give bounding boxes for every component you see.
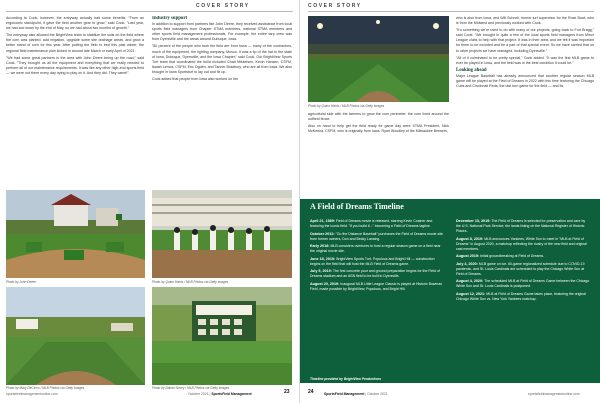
page-number-value: 24 — [308, 389, 314, 395]
timeline-date: July 5, 2019: — [310, 269, 332, 273]
header-rule — [6, 11, 293, 12]
timeline-entry — [310, 257, 444, 267]
footer-magazine: SportsField Management — [211, 392, 252, 396]
section-header: COVER STORY — [308, 3, 362, 9]
timeline-column-left — [310, 219, 444, 294]
timeline-text: MLB at Field of Dreams Game takes place, featuring the original Chicago White Sox vs. New York Yankees matchup. — [456, 291, 586, 301]
timeline-entry — [456, 254, 590, 259]
section-heading: Looking ahead — [456, 67, 487, 73]
corn-field-photo — [6, 287, 145, 385]
paragraph: Major League Baseball has already announced that another regular season MLB game will be played at the Field of Dreams in 2022 with this time featuring the Chicago Cubs and Cincinnati Reds; the last turn game for the field — and its — [456, 73, 594, 89]
timeline-entry — [310, 219, 444, 229]
timeline-text: MLB announces Yankees, White Sox to meet in "MLB at Field of Dreams" in August 2020, a matchup reflecting the rivalry of the new field and original cast members. — [456, 236, 587, 251]
timeline-entry — [456, 262, 590, 277]
paragraph: Cook added that people from Iowa also worked on the — [152, 77, 239, 82]
timeline-date: August 8, 2019: — [456, 236, 484, 241]
timeline-text: Field of Dreams movie is released, starring Kevin Costner and featuring the iconic field. "If you build it..." becoming a Field of Dreams tagline. — [310, 219, 433, 228]
page-number — [284, 389, 290, 395]
header-rule — [308, 11, 594, 12]
timeline-date: August 12, 2021: — [456, 291, 486, 296]
timeline-entry — [310, 282, 444, 292]
timeline-text: "Go the Distance Baseball" purchases the Field of Dreams movie site from former owners, Don and Becky Lansing. — [310, 231, 443, 241]
paragraph: agricultural side with the farmers to grow the corn perimeter, the corn lined around the outfield fence. — [308, 112, 449, 122]
timeline-entry — [310, 244, 444, 254]
timeline-text: The scheduled MLB at Field of Dreams Game between the Chicago White Sox and St. Louis Cardinals is postponed. — [456, 279, 590, 288]
section-heading: Industry support — [152, 16, 188, 21]
timeline-text: Initial groundbreaking at Field of Dreams. — [480, 254, 545, 258]
timeline-title: A Field of Dreams Timeline — [310, 202, 404, 211]
timeline-date: October 2012: — [310, 231, 335, 236]
timeline-column-right — [456, 219, 590, 304]
timeline-entry — [456, 237, 590, 252]
timeline-entry — [310, 269, 444, 279]
timeline-entry — [456, 292, 590, 302]
timeline-date: August 4, 2020: — [456, 279, 484, 283]
footer-issue-date: | October 2021 — [365, 392, 388, 396]
timeline-date: August 2019: — [456, 254, 480, 258]
paragraph: "We had some great partners in the area with John Deere being up the road," said Cook. "They brought us all the equipment and everything that we really needed to perform all of our maintenance requirements. It was like any other high-end sports field — we were out there every day trying to play on it. And they did. They came!" — [6, 55, 144, 75]
page-number-value: 23 — [284, 389, 290, 395]
paragraph: Also on hand to help get the field ready for game day were STMA President, Nick McKenna, CSFM, who is originally from Iowa, Ryan Woodley of the Milwaukee Brewers, — [308, 124, 449, 134]
photo-caption: Photo by Quinn Harris / MLB Photos via Getty Images — [152, 280, 229, 284]
paragraph: According to Cook, however, the entryway actually had some benefits. "From an ergonomic standpoint, it gave the field another gear to grow," said Cook. "Last year, we had sod down by the end of May, so we had about two months of growth." — [6, 16, 144, 31]
footer-magazine: SportsField Management — [324, 392, 365, 396]
photo-caption: Photo by Mary DeCicco / MLB Photos via Getty Images — [6, 386, 85, 390]
timeline-entry — [456, 219, 590, 234]
paragraph: "80 percent of the people who took the field are from Iowa — many of the contractors, much of the equipment, the lighting company, Musco. It was a tip of the hat to the state of Iowa, Dubuque, Dyersville, and the Iowa Chapter," said Cook. Our BrightView Sports Turf team that coordinated the build included Chad Mikkelsen, Kevin Hansen, CSFM, Ikaiah Lemos, CSFM, Eric Ogden, and Tanner Bradbury, who are all from Iowa. We also brought in Iowa Sportsturf to lay out and fix up. — [152, 44, 292, 74]
timeline-text: MLB considers overtures to host a regular season game on a field near the original movie site. — [310, 244, 441, 253]
page-number — [308, 389, 314, 395]
farm-photo — [6, 190, 145, 278]
paragraph: "All of it culminated to be pretty special," Cook added. "It was the first MLB game to ever be played in Iowa, and the field was in the best condition it could be." — [456, 55, 594, 65]
paragraph: In addition to support from partners like John Deere, they received assistance from local sports field managers from Chapter STMA members, national STMA members and other sports field management professionals. For example, the entire tarp crew was from Dyersville and the areas around Dubuque, Iowa. — [152, 22, 292, 42]
timeline-date: July 4, 2020: — [456, 261, 478, 266]
timeline-date: Early 2018: — [310, 244, 330, 248]
timeline-date: August 20, 2019: — [310, 281, 340, 286]
timeline-credit: Timeline provided by BrightView Productions — [310, 377, 382, 381]
body-column-2 — [152, 16, 292, 168]
footer-issue — [324, 392, 388, 396]
photo-caption: Photo by Daniel Shirey / MLB Photos via Getty Images — [152, 386, 230, 390]
timeline-date: December 13, 2019: — [456, 219, 491, 223]
timeline-box — [300, 199, 600, 383]
paragraph: who is also from Iowa, and Will Schnell, former turf supervisor for the Rose Bowl, who is from the Midwest and previously worked with Cook. — [456, 16, 594, 26]
paragraph: The entryway also allowed the BrightView team to stabilize the soils on the field where the corn was planted, add irrigation, upgrade some site drainage areas, and grow a better stand of corn for this year. After putting the field to bed this past winter, the regional field maintenance plan kicked in around late March or early April of 2021. — [6, 33, 144, 53]
footer-site: sportsfieldmanagementonline.com — [528, 392, 580, 396]
footer-issue — [188, 392, 252, 396]
timeline-text: The Field of Dreams is selected for preservation and care by the U.S. National Park Service; the lands listing on the National Register of Historic Places. — [456, 219, 586, 233]
timeline-date: April 21, 1989: — [310, 219, 336, 223]
stadium-night-photo — [308, 16, 449, 102]
paragraph: "It's something we're used to do with many of our projects, going back to Fort Bragg," said Cook. "We brought in quite a few of the local sports field managers from Minor League clubs to help with that project. It was in their area, and we felt it was important for them to be included and be a part of that special event. So we have carried that on to other projects we have managed, including Dyersville." — [456, 28, 594, 53]
footer-issue-date: October 2021 | — [188, 392, 211, 396]
timeline-text: The first concrete pour and ground preparation begins for the Field of Dreams stadium and an ASN field to be built in Dyersville. — [310, 269, 440, 278]
scoreboard-photo — [152, 287, 292, 385]
body-column-2 — [456, 16, 594, 196]
body-column-1 — [6, 16, 144, 168]
players-photo — [152, 190, 292, 278]
timeline-text: MLB game on ice. 60-game regionalized schedule due to COVID-19 pandemic, and St. Louis Cardinals are scheduled to play the Chicago White Sox at Field of Dreams. — [456, 261, 585, 276]
timeline-text: BrightView Sports Turf, Populous and Bright Hill — construction begins on the field that will host the MLB Field of Dreams game. — [310, 256, 435, 266]
footer-site: sportsfieldmanagementonline.com — [6, 392, 58, 396]
timeline-date: June 18, 2019: — [310, 256, 336, 261]
body-column-1 — [308, 112, 449, 194]
timeline-entry — [456, 279, 590, 289]
right-page — [300, 0, 600, 403]
timeline-text: Inaugural MLB Little League Classic is played at Historic Bowman Field, made possible by BrightView, Populous, and Bright Hill. — [310, 281, 443, 291]
photo-caption: Photo by Quinn Harris / MLB Photos via Getty Images — [308, 104, 385, 108]
section-header: COVER STORY — [196, 3, 250, 9]
photo-caption: Photo by John Deere — [6, 280, 36, 284]
timeline-entry — [310, 232, 444, 242]
